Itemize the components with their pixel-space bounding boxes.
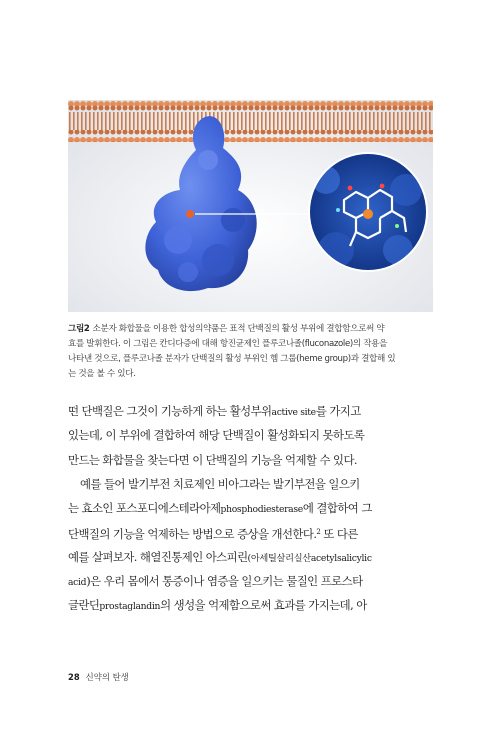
body-text	[68, 399, 434, 618]
caption-line: 효를 발휘한다. 이 그림은 칸디다증에 대해 항진균제인 플루코나졸(fluconazole)의 작용을	[68, 339, 388, 349]
cell-membrane	[68, 100, 433, 142]
text-line: 단백질의 기능을 억제하는 방법으로 증상을 개선한다.$^2$ 또 다른	[68, 527, 358, 542]
figure-caption	[68, 322, 434, 382]
active-site-marker	[186, 210, 194, 218]
text-line: 떤 단백질은 그것이 기능하게 하는 활성부위active site를 가지고	[68, 404, 361, 418]
caption-line: 그림2 소분자 화합물을 이용한 합성의약품은 표적 단백질의 활성 부위에 결합함으로써 약	[68, 324, 385, 334]
text-line-paragraph-start: 예를 들어 발기부전 치료제인 비아그라는 발기부전을 일으키	[80, 476, 360, 491]
protein-membrane-illustration	[68, 100, 433, 312]
text-line: 있는데, 이 부위에 결합하여 해당 단백질이 활성화되지 못하도록	[68, 428, 365, 443]
figure-illustration	[68, 100, 433, 312]
footnote-ref[interactable]: 2	[316, 528, 321, 537]
text-line: acid)은 우리 몸에서 통증이나 염증을 일으키는 물질인 프로스타	[68, 574, 363, 589]
text-line: 예를 살펴보자. 해열진통제인 아스피린(아세틸살리실산acetylsalicylic	[68, 549, 372, 564]
book-title: 신약의 탄생	[85, 672, 129, 682]
page-footer	[68, 671, 129, 683]
caption-line: 는 것을 볼 수 있다.	[68, 369, 136, 379]
caption-line: 나타낸 것으로, 플루코나졸 분자가 단백질의 활성 부위인 헴 그룹(heme group)과 결합해 있	[68, 354, 396, 364]
heme-iron-atom	[363, 209, 373, 219]
text-line: 는 효소인 포스포디에스테라아제phosphodiesterase에 결합하여 그	[68, 501, 372, 516]
caption-label: 그림2	[68, 324, 90, 334]
magnified-inset	[308, 152, 428, 272]
text-line: 만드는 화합물을 찾는다면 이 단백질의 기능을 억제할 수 있다.	[68, 452, 357, 467]
page-number: 28	[68, 672, 80, 682]
text-line: 글란딘prostaglandin의 생성을 억제함으로써 효과를 가지는데, 아	[68, 598, 367, 613]
